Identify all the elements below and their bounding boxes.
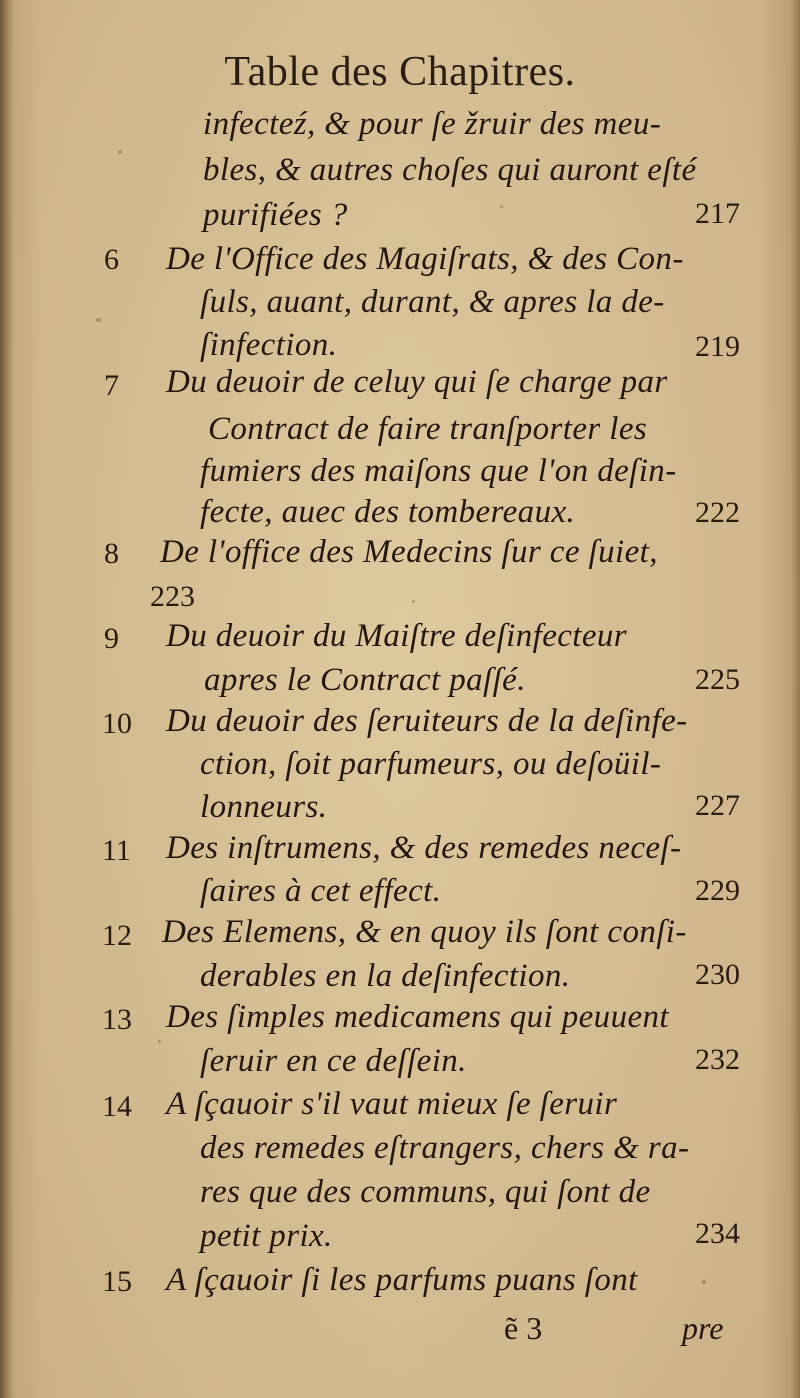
entry-line: Des ſimples medicamens qui peuuent	[166, 999, 669, 1035]
entry-line: Du deuoir de celuy qui ſe charge par	[166, 364, 668, 400]
entry-line: bles, & autres choſes qui auront eſté	[203, 152, 697, 188]
chapter-number: 13	[102, 1003, 132, 1036]
page-number: 227	[695, 789, 740, 822]
entry-line: fumiers des maiſons que l'on deſin-	[200, 453, 677, 489]
entry-line: res que des communs, qui ſont de	[200, 1174, 651, 1210]
entry-line: De l'office des Medecins ſur ce ſuiet,	[160, 534, 658, 570]
page-number: 229	[695, 874, 740, 907]
chapter-number: 7	[104, 369, 119, 402]
entry-line: lonneurs.	[200, 789, 328, 825]
page-number: 232	[695, 1043, 740, 1076]
page-number: 219	[695, 330, 740, 363]
entry-line: ſeruir en ce deſſein.	[200, 1043, 467, 1079]
page-number: 230	[695, 958, 740, 991]
entry-line: Des inſtrumens, & des remedes neceſ-	[166, 830, 682, 866]
entry-line: De l'Office des Magiſrats, & des Con-	[166, 241, 684, 277]
entry-line: ſuls, auant, durant, & apres la de-	[200, 284, 665, 320]
entry-line: apres le Contract paſſé.	[204, 662, 526, 698]
page-number: 222	[695, 496, 740, 529]
entry-line: ſaires à cet effect.	[200, 873, 442, 909]
catchword: pre	[682, 1310, 724, 1346]
entry-line: fecte, auec des tombereaux.	[200, 494, 576, 530]
entry-line: ſinfection.	[200, 327, 338, 363]
entry-line: Du deuoir du Maiſtre deſinfecteur	[166, 618, 628, 654]
entry-line: Du deuoir des ſeruiteurs de la deſinfe-	[166, 703, 688, 739]
chapter-number: 8	[104, 537, 119, 570]
entry-line: A ſçauoir s'il vaut mieux ſe ſeruir	[166, 1086, 618, 1122]
page-number: 225	[695, 663, 740, 696]
chapter-number: 10	[102, 707, 132, 740]
entry-line: Contract de faire tranſporter les	[208, 411, 648, 447]
chapter-number: 6	[104, 243, 119, 276]
chapter-number: 15	[102, 1265, 132, 1298]
entry-line: derables en la deſinfection.	[200, 958, 571, 994]
entry-line: Des Elemens, & en quoy ils ſont conſi-	[162, 914, 687, 950]
entry-line: ction, ſoit parfumeurs, ou deſoüil-	[200, 746, 662, 782]
page-number: 217	[695, 197, 740, 230]
chapter-number: 11	[102, 834, 131, 867]
signature-mark: ẽ 3	[504, 1310, 543, 1346]
chapter-number: 14	[102, 1090, 132, 1123]
entry-line: A ſçauoir ſi les parfums puans ſont	[166, 1262, 638, 1298]
entry-line: petit prix.	[200, 1218, 333, 1254]
page-number: 223	[150, 580, 195, 613]
running-head-title: Table des Chapitres.	[224, 49, 576, 95]
entry-line: des remedes eſtrangers, chers & ra-	[200, 1130, 690, 1166]
entry-line: infecteź, & pour ſe žruir des meu-	[203, 106, 662, 142]
chapter-number: 12	[102, 919, 132, 952]
page-number: 234	[695, 1217, 740, 1250]
chapter-number: 9	[104, 622, 119, 655]
entry-line: purifiées ?	[203, 197, 348, 233]
